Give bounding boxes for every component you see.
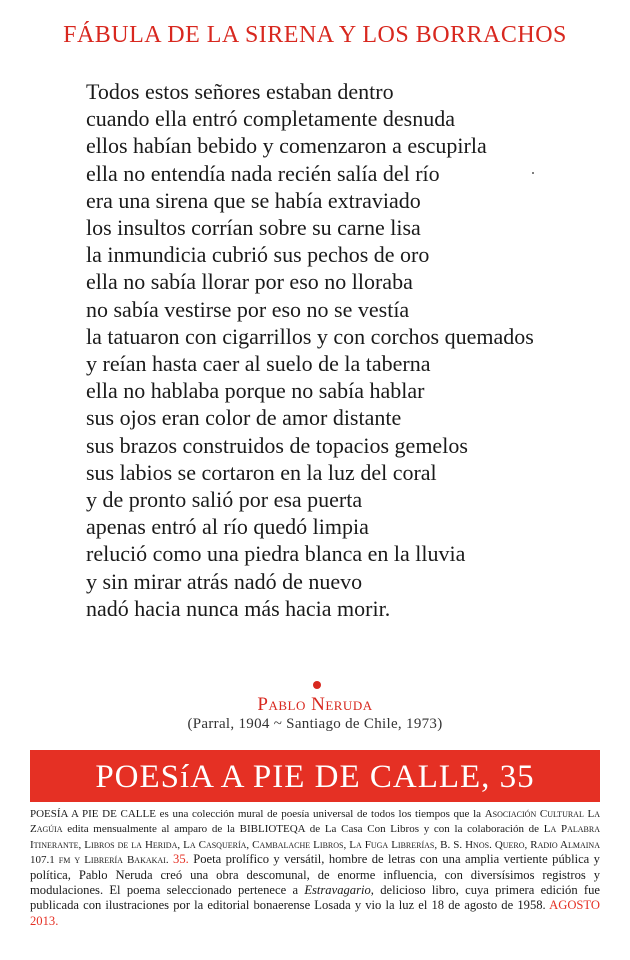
poem-line: apenas entró al río quedó limpia xyxy=(86,514,369,540)
footer-text: de La Casa Con Libros y con la colaboración de xyxy=(305,823,544,836)
poem-line: cuando ella entró completamente desnuda xyxy=(86,106,455,132)
issue-date: AGOSTO 2013. xyxy=(30,898,600,928)
poem-line: sus ojos eran color de amor distante xyxy=(86,405,402,431)
footer-library: BIBLIOTEQA xyxy=(239,823,306,836)
issue-number: 35. xyxy=(173,852,189,867)
footer-org: Asociación Cultural La Zagúia xyxy=(30,808,601,836)
author-bio-end: , delicioso libro, cuya primera edición fue publicada con ilustraciones por la editorial bonaerense Losada y vio la luz el 18 de agosto de 1958. xyxy=(30,883,600,913)
footer-text: es una colección mural de poesía universal de todos los tiempos que la xyxy=(155,808,485,820)
footer-series-name: POESÍA A PIE DE CALLE xyxy=(30,808,156,820)
author-name: Pablo Neruda xyxy=(257,694,373,715)
footer-text: edita mensualmente al amparo de la xyxy=(62,823,240,836)
footer-text: . xyxy=(165,854,169,867)
footer-note xyxy=(30,806,600,929)
poem-line: la inmundicia cubrió sus pechos de oro xyxy=(86,242,430,268)
author-dates: (Parral, 1904 ~ Santiago de Chile, 1973) xyxy=(187,716,443,732)
poem-line: ella no entendía nada recién salía del río xyxy=(86,160,440,186)
series-banner: POESíA A PIE DE CALLE, 35 xyxy=(30,750,600,802)
poem-line: y reían hasta caer al suelo de la taberna xyxy=(86,351,431,377)
decorative-dot xyxy=(532,172,534,174)
poem-line: ella no sabía llorar por eso no lloraba xyxy=(86,269,413,295)
poem-line: ellos habían bebido y comenzaron a escupirla xyxy=(86,133,487,159)
book-title: Estravagario xyxy=(304,883,371,898)
poem-line: y sin mirar atrás nadó de nuevo xyxy=(86,568,363,594)
poem-line: sus brazos construidos de topacios gemelos xyxy=(86,432,468,458)
poem-line: Todos estos señores estaban dentro xyxy=(86,79,394,104)
poem-title: FÁBULA DE LA SIRENA Y LOS BORRACHOS xyxy=(63,22,567,48)
poem-line: nadó hacia nunca más hacia morir. xyxy=(86,595,391,621)
poem-line: la tatuaron con cigarrillos y con corchos quemados xyxy=(86,323,534,349)
poem-line: sus labios se cortaron en la luz del coral xyxy=(86,459,437,485)
poem-body xyxy=(86,78,606,622)
red-bullet-icon xyxy=(313,681,321,689)
poem-line: relució como una piedra blanca en la lluvia xyxy=(86,541,466,567)
poem-line: no sabía vestirse por eso no se vestía xyxy=(86,296,410,322)
footer-collaborators: La Palabra Itinerante, Libros de la Herida, La Casquería, Cambalache Libros, La Fuga Librerías, B. S. Hnos. Quero, Radio Almaina 107.1 fm y Librería Bakakai xyxy=(30,823,600,867)
author-bio: Poeta prolífico y versátil, hombre de letras con una amplia vertiente pública y política, Pablo Neruda creó una obra descomunal, de enorme influencia, con diversísimos registros y modulaciones. El poema seleccionado pertenece a xyxy=(30,852,600,898)
poem-line: ella no hablaba porque no sabía hablar xyxy=(86,378,425,404)
poem-line: y de pronto salió por esa puerta xyxy=(86,487,363,513)
poem-line: los insultos corrían sobre su carne lisa xyxy=(86,215,421,241)
poem-line: era una sirena que se había extraviado xyxy=(86,187,421,213)
